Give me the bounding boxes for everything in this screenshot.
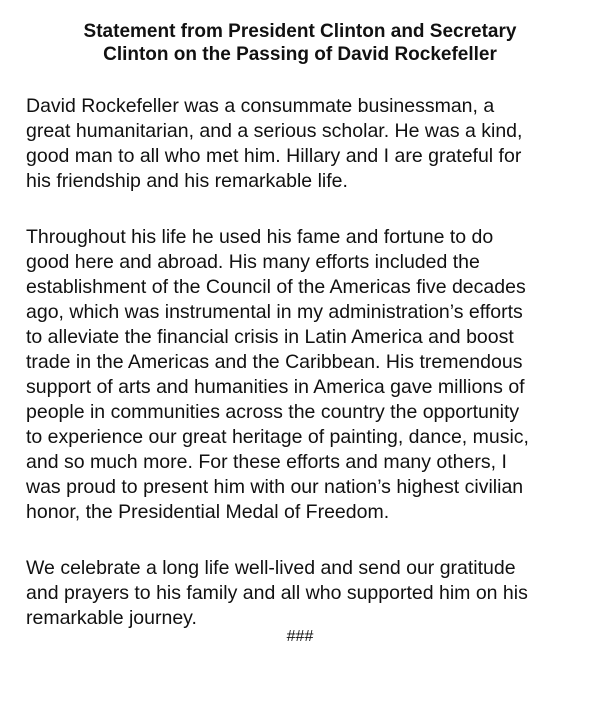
text-line: and prayers to his family and all who supported him on his xyxy=(26,582,528,604)
text-line: and so much more. For these efforts and many others, I xyxy=(26,451,507,473)
paragraph-legacy xyxy=(26,225,596,525)
statement-title xyxy=(0,20,600,66)
text-line: Throughout his life he used his fame and fortune to do xyxy=(26,226,494,248)
text-line: ago, which was instrumental in my administration’s efforts xyxy=(26,301,523,323)
text-line: support of arts and humanities in America gave millions of xyxy=(26,376,525,398)
text-line: great humanitarian, and a serious scholar. He was a kind, xyxy=(26,120,523,142)
text-line: honor, the Presidential Medal of Freedom. xyxy=(26,501,390,523)
text-line: to experience our great heritage of painting, dance, music, xyxy=(26,426,529,448)
text-line: David Rockefeller was a consummate businessman, a xyxy=(26,95,495,117)
title-line: Clinton on the Passing of David Rockefeller xyxy=(103,44,497,65)
text-line: his friendship and his remarkable life. xyxy=(26,170,348,192)
text-line: was proud to present him with our nation’s highest civilian xyxy=(26,476,524,498)
text-line: to alleviate the financial crisis in Latin America and boost xyxy=(26,326,514,348)
text-line: people in communities across the country the opportunity xyxy=(26,401,520,423)
text-line: trade in the Americas and the Caribbean. His tremendous xyxy=(26,351,523,373)
title-line: Statement from President Clinton and Secretary xyxy=(83,21,517,42)
end-mark: ### xyxy=(286,628,314,645)
text-line: remarkable journey. xyxy=(26,607,197,629)
paragraph-tribute xyxy=(26,94,596,194)
text-line: good man to all who met him. Hillary and I are grateful for xyxy=(26,145,522,167)
text-line: establishment of the Council of the Americas five decades xyxy=(26,276,526,298)
text-line: We celebrate a long life well-lived and send our gratitude xyxy=(26,557,516,579)
paragraph-closing xyxy=(26,556,596,631)
text-line: good here and abroad. His many efforts included the xyxy=(26,251,480,273)
